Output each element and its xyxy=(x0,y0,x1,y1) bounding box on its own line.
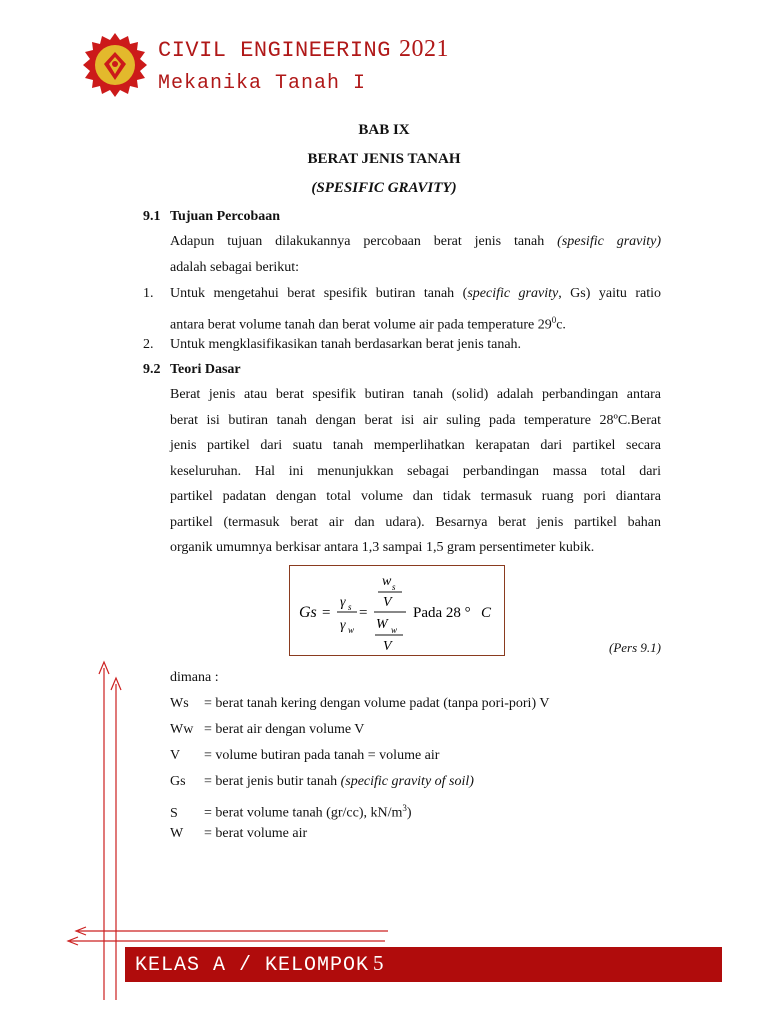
definition-symbol: S xyxy=(170,805,178,821)
section-2-number: 9.2 xyxy=(143,362,161,377)
item-1-text-a: Untuk mengetahui berat spesifik butiran tanah ( xyxy=(170,286,468,301)
formula-num-bot: W xyxy=(376,617,388,632)
item-1-sup: 0 xyxy=(551,315,557,325)
definition-desc: = berat volume air xyxy=(204,826,308,841)
formula-num-bot-sub: w xyxy=(391,625,398,635)
list-item-2-text: Untuk mengklasifikasikan tanah berdasarkan berat jenis tanah. xyxy=(170,337,522,352)
item-1-line2-text: antara berat volume tanah dan berat volume air pada temperature 29 xyxy=(170,317,552,333)
footer-bar xyxy=(125,947,722,982)
definition-symbol: Gs xyxy=(170,774,186,789)
section-2-line-3: jenis partikel dari suatu tanah memperlihatkan kerapatan dari partikel secara xyxy=(170,438,661,453)
section-1-title: Tujuan Percobaan xyxy=(170,209,281,224)
definition-desc: = berat jenis butir tanah xyxy=(204,774,338,789)
definition-desc: = berat volume tanah (gr/cc), kN/m xyxy=(204,805,403,821)
section-2-line-6: partikel (termasuk berat air dan udara). Besarnya berat jenis partikel bahan xyxy=(170,515,661,530)
formula-sub-w: w xyxy=(348,625,355,635)
header-year: 2021 xyxy=(398,36,449,62)
list-item-2-number: 2. xyxy=(143,337,154,352)
formula-sub-s: s xyxy=(348,602,352,612)
list-item-1-number: 1. xyxy=(143,286,154,301)
formula-pada: Pada 28 ° xyxy=(413,605,471,621)
equation-reference: (Pers 9.1) xyxy=(609,640,661,655)
intro-text: Adapun tujuan dilakukannya percobaan berat jenis tanah xyxy=(170,234,545,249)
header-subtitle: Mekanika Tanah I xyxy=(158,72,367,95)
definition-desc: = volume butiran pada tanah = volume air xyxy=(204,748,440,763)
definition-desc: = berat air dengan volume V xyxy=(204,722,365,737)
definition-italic: (specific gravity of soil) xyxy=(340,774,474,789)
definition-symbol: W xyxy=(170,826,184,841)
definition-symbol: Ww xyxy=(170,722,194,737)
item-1-text-b: , Gs) yaitu ratio xyxy=(558,286,661,301)
section-2-line-1: Berat jenis atau berat spesifik butiran tanah (solid) adalah perbandingan antara xyxy=(170,387,661,402)
item-1-end: c. xyxy=(556,317,566,333)
footer-group-number: 5 xyxy=(373,951,385,975)
section-1-number: 9.1 xyxy=(143,209,161,224)
section-2-line-7: organik umumnya berkisar antara 1,3 sampai 1,5 gram persentimeter kubik. xyxy=(170,540,595,555)
definition-sup: 3 xyxy=(402,803,407,813)
section-2-line-5: partikel padatan dengan total volume dan tidak termasuk ruang pori diantara xyxy=(170,489,661,504)
header-title-text: CIVIL ENGINEERING xyxy=(158,38,391,63)
chapter-title: BERAT JENIS TANAH xyxy=(307,151,461,167)
definitions-intro: dimana : xyxy=(170,670,219,685)
formula-den-top: V xyxy=(383,595,392,610)
definition-after: ) xyxy=(406,805,412,821)
formula-lhs: Gs xyxy=(299,604,317,621)
formula-gamma-w: γ xyxy=(340,618,346,633)
footer-text xyxy=(135,951,385,977)
intro-italic: (spesific gravity) xyxy=(557,234,662,249)
definition-desc: = berat tanah kering dengan volume padat (tanpa pori-pori) V xyxy=(204,696,550,711)
section-2-line-4: keseluruhan. Hal ini menunjukkan sebagai perbandingan massa total dari xyxy=(170,464,661,479)
section-1-intro-line2: adalah sebagai berikut: xyxy=(170,260,300,275)
formula-equals-1: = xyxy=(322,605,331,621)
formula-num-top-sub: s xyxy=(392,582,396,592)
item-1-italic: specific gravity xyxy=(467,286,559,301)
footer-label: KELAS A / KELOMPOK xyxy=(135,954,370,977)
section-2-line-2: berat isi butiran tanah dengan berat isi air suling pada temperature 28ºC.Berat xyxy=(170,413,661,428)
definition-symbol: Ws xyxy=(170,696,189,711)
formula-num-top: w xyxy=(382,574,392,589)
section-2-title: Teori Dasar xyxy=(170,362,241,377)
definition-symbol: V xyxy=(170,748,181,763)
formula-den-bot: V xyxy=(383,639,392,654)
formula-equals-2: = xyxy=(359,605,368,621)
formula-gamma-s: γ xyxy=(340,595,346,610)
chapter-label: BAB IX xyxy=(358,122,410,138)
chapter-subtitle: (SPESIFIC GRAVITY) xyxy=(311,180,457,196)
formula-unit: C xyxy=(481,605,492,621)
